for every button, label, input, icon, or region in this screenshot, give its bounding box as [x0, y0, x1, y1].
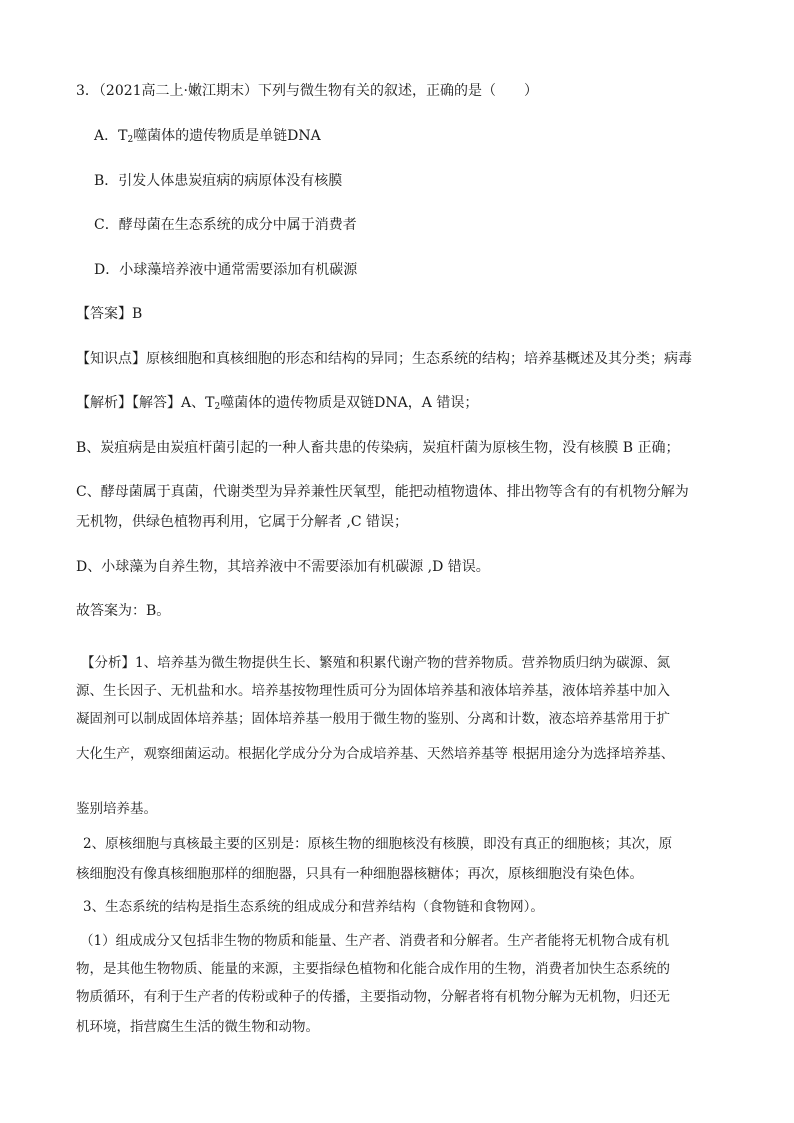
- option-b: B．引发人体患炭疽病的病原体没有核膜: [94, 173, 343, 189]
- option-d: D．小球藻培养液中通常需要添加有机碳源: [94, 262, 358, 278]
- explanation-label: 【解析】【解答】: [76, 395, 181, 411]
- knowledge-text: 原核细胞和真核细胞的形态和结构的异同；生态系统的结构；培养基概述及其分类；病毒: [146, 351, 692, 367]
- analysis-p4-line4: 机环境，指营腐生生活的微生物和动物。: [76, 1019, 319, 1035]
- analysis-p2-line1: 2、原核细胞与真核最主要的区别是：原核生物的细胞核没有核膜，即没有真正的细胞核；其次，原: [83, 836, 673, 852]
- explanation-c2: 无机物，供绿色植物再利用，它属于分解者 ,C 错误；: [76, 514, 409, 530]
- option-a: A．$T_2$噬菌体的遗传物质是单链DNA: [94, 128, 321, 145]
- question-number: 3．: [76, 83, 99, 99]
- knowledge-line: [76, 350, 692, 368]
- question-text: 下列与微生物有关的叙述，正确的是（ ）: [258, 83, 539, 99]
- answer-value: B: [132, 306, 143, 322]
- analysis-p2-line2: 核细胞没有像真核细胞那样的细胞器，只具有一种细胞器核糖体；再次，原核细胞没有染色体。: [76, 866, 643, 882]
- analysis-p4-line3: 物质循环，有利于生产者的传粉或种子的传播，主要指动物，分解者将有机物分解为无机物，归还无: [76, 989, 670, 1005]
- explanation-conclusion: 故答案为：B。: [76, 603, 171, 619]
- analysis-p3: 3、生态系统的结构是指生态系统的组成成分和营养结构（食物链和食物网）。: [83, 899, 544, 915]
- option-c: C．酵母菌在生态系统的成分中属于消费者: [94, 217, 357, 233]
- analysis-p1-line5: 鉴别培养基。: [76, 801, 157, 817]
- analysis-p4-line2: 物，是其他生物物质、能量的来源，主要指绿色植物和化能合成作用的生物，消费者加快生态系统的: [76, 961, 670, 977]
- analysis-p4-line1: （1）组成成分又包括非生物的物质和能量、生产者、消费者和分解者。生产者能将无机物合成有机: [80, 933, 670, 949]
- explanation-a: 【解析】【解答】A、$T_2$噬菌体的遗传物质是双链DNA，A 错误；: [76, 395, 479, 412]
- analysis-label: 【分析】: [81, 655, 135, 671]
- explanation-b: B、炭疽病是由炭疽杆菌引起的一种人畜共患的传染病，炭疽杆菌为原核生物，没有核膜 B 正确；: [76, 440, 680, 456]
- analysis-p1-line1: 【分析】1、培养基为微生物提供生长、繁殖和积累代谢产物的营养物质。营养物质归纳为碳源、氮: [81, 655, 671, 671]
- explanation-d: D、小球藻为自养生物，其培养液中不需要添加有机碳源 ,D 错误。: [76, 559, 490, 575]
- answer-line: [76, 305, 142, 323]
- answer-label: 【答案】: [76, 306, 132, 322]
- analysis-p1-line4: 大化生产，观察细菌运动。根据化学成分分为合成培养基、天然培养基等 根据用途分为选择培养基、: [76, 746, 675, 762]
- explanation-c1: C、酵母菌属于真菌，代谢类型为异养兼性厌氧型，能把动植物遗体、排出物等含有的有机物分解为: [76, 484, 689, 500]
- analysis-p1-line2: 源、生长因子、无机盐和水。培养基按物理性质可分为固体培养基和液体培养基，液体培养基中加入: [76, 683, 670, 699]
- question-stem: [76, 82, 538, 100]
- knowledge-label: 【知识点】: [76, 351, 146, 367]
- analysis-p1-line3: 凝固剂可以制成固体培养基；固体培养基一般用于微生物的鉴别、分离和计数，液态培养基常用于扩: [76, 711, 670, 727]
- question-source: （2021高二上·嫩江期末）: [98, 83, 259, 99]
